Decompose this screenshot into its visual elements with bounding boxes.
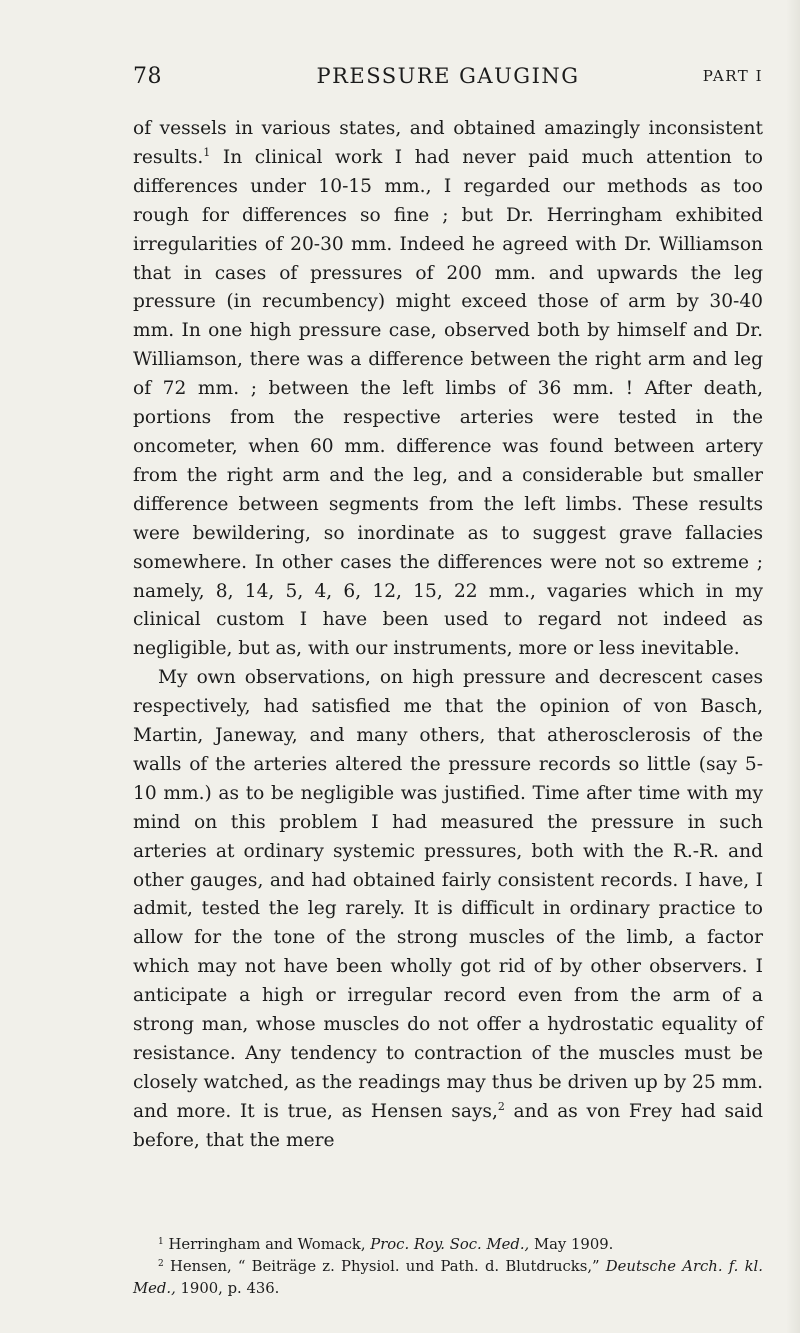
footnote-ref: 2 [497, 1099, 505, 1113]
page-number: 78 [133, 64, 162, 89]
page-edge-shadow [786, 0, 800, 1333]
footnotes [133, 1234, 763, 1300]
part-label: PART I [702, 67, 763, 85]
footnote-text-end: May 1909. [529, 1236, 614, 1253]
footnote-ref: 1 [203, 145, 211, 159]
footnote-journal: Deutsche Arch. f. kl. Med., [133, 1258, 763, 1297]
running-title: PRESSURE GAUGING [316, 64, 580, 88]
footnote-2 [133, 1256, 763, 1300]
paragraph-2: My own observations, on high pressure and decrescent cases respectively, had satisfied me that the opinion of von Basch, Martin, Janeway, and many others, that atherosclerosis of the walls of the arteries altered the pressure records so little (say 5-10 mm.) as to be negligible was justified. Time after time with my mind on this problem I had measured the pressure in such arteries at ordinary systemic pressures, both with the R.-R. and other gauges, and had obtained fairly consistent records. I have, I admit, tested the leg rarely. It is difficult in ordinary practice to allow for the tone of the strong muscles of the limb, a factor which may not have been wholly got rid of by other observers. I anticipate a high or irregular record even from the arm of a strong man, whose muscles do not offer a hydrostatic equality of resistance. Any tendency to contraction of the muscles must be closely watched, as the readings may thus be driven up by 25 mm. and more. It is true, as Hensen says,$^2$ and as von Frey had said before, that the mere [133, 667, 763, 1151]
footnote-marker: 2 [158, 1259, 164, 1269]
footnote-journal: Proc. Roy. Soc. Med., [370, 1236, 530, 1253]
paragraph-1: of vessels in various states, and obtained amazingly inconsistent results.$^1$ In clinical work I had never paid much attention to differences under 10-15 mm., I regarded our methods as too rough for differences so fine ; but Dr. Herringham exhibited irregularities of 20-30 mm. Indeed he agreed with Dr. Williamson that in cases of pressures of 200 mm. and upwards the leg pressure (in recumbency) might exceed those of arm by 30-40 mm. In one high pressure case, observed both by himself and Dr. Williamson, there was a difference between the right arm and leg of 72 mm. ; between the left limbs of 36 mm. ! After death, portions from the respective arteries were tested in the oncometer, when 60 mm. difference was found between artery from the right arm and the leg, and a considerable but smaller difference between segments from the left limbs. These results were bewildering, so inordinate as to suggest grave fallacies somewhere. In other cases the differences were not so extreme ; namely, 8, 14, 5, 4, 6, 12, 15, 22 mm., vagaries which in my clinical custom I have been used to regard not indeed as negligible, but as, with our instruments, more or less inevitable. [133, 118, 763, 660]
body-text [133, 115, 763, 1156]
footnote-text: Herringham and Womack, [168, 1236, 371, 1253]
footnote-1 [133, 1234, 763, 1256]
footnote-text: Hensen, “ Beiträge z. Physiol. und Path. d. Blutdrucks,” [169, 1258, 606, 1275]
page-header [133, 64, 763, 104]
footnote-marker: 1 [158, 1237, 164, 1247]
footnote-text-end: 1900, p. 436. [175, 1280, 280, 1297]
